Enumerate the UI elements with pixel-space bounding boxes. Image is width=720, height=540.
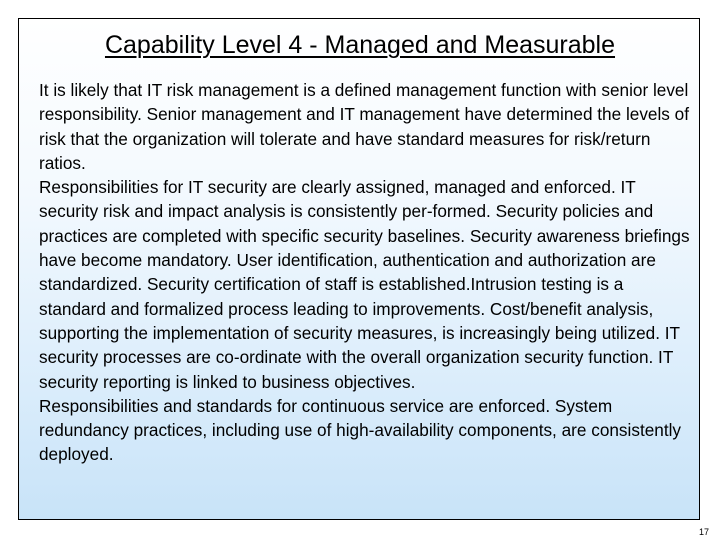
paragraph-risk-management: It is likely that IT risk management is a defined management function with senior level responsibility. Senior management and IT management have determined the levels of risk that the organization will tolerate and have standard measures for risk/return ratios. (39, 80, 689, 173)
paragraph-security-responsibilities: Responsibilities for IT security are clearly assigned, managed and enforced. IT security risk and impact analysis is consistently per-formed. Security policies and practices are completed with specific security baselines. Security awareness briefings have become mandatory. User identification, authentication and authorization are standardized. Security certification of staff is established.Intrusion testing is a standard and formalized process leading to improvements. Cost/benefit analysis, supporting the implementation of security measures, is increasingly being utilized. IT security processes are co-ordinate with the overall organization security function. IT security reporting is linked to business objectives. (39, 177, 690, 392)
slide-body (39, 78, 691, 467)
page-number: 17 (698, 527, 709, 537)
paragraph-continuous-service: Responsibilities and standards for continuous service are enforced. System redundancy practices, including use of high-availability components, are consistently deployed. (39, 395, 682, 465)
slide-title: Capability Level 4 - Managed and Measurable (104, 31, 616, 59)
